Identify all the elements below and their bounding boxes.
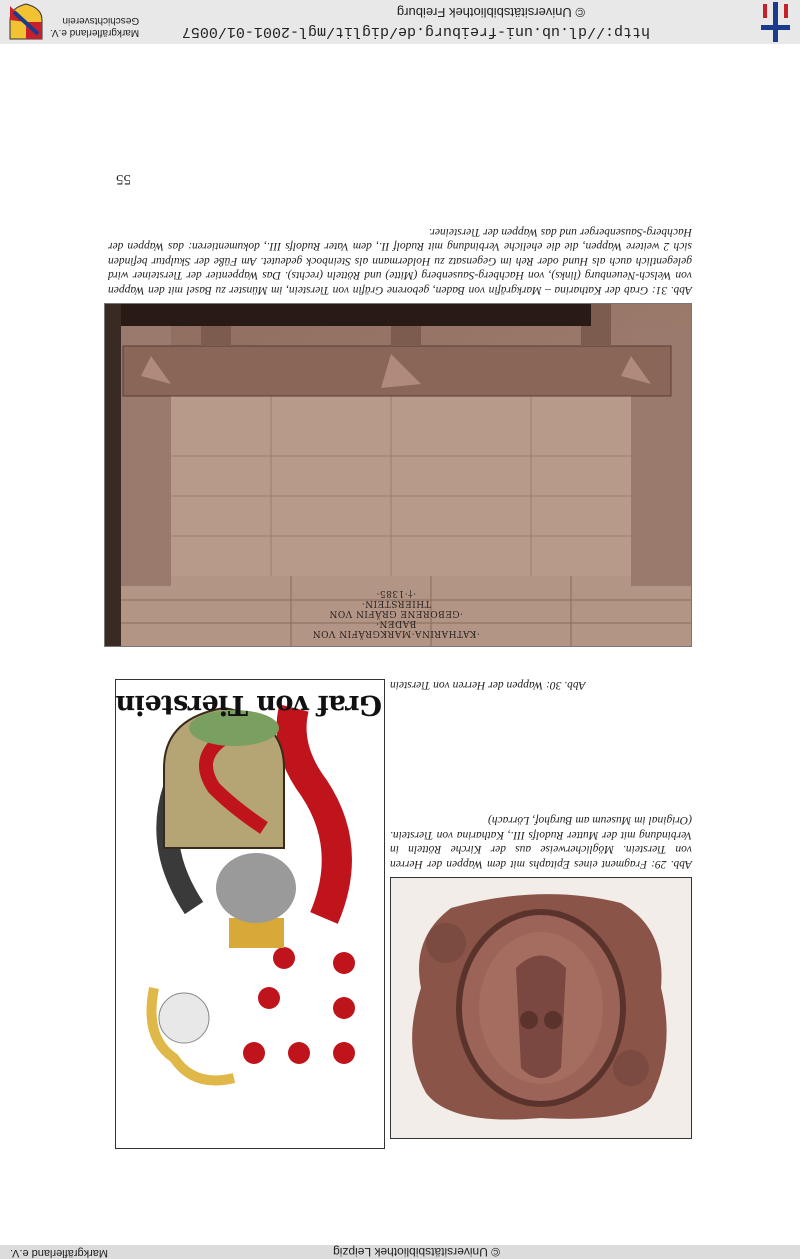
heraldry-title: Graf von Tierstein xyxy=(116,689,383,720)
epitaph-fragment-image xyxy=(390,877,691,1138)
society-line-1: Markgräflerland e.V. xyxy=(50,27,140,38)
header-copyright: © Universitätsbibliothek Leipzig xyxy=(333,1245,500,1259)
caption-abb-29: Abb. 29: Fragment eines Epitaphs mit dem Wappen der Herren von Tierstein. Möglicherweise aus der Kirche Rötteln in Verbindung mit der Mutter Rudolfs III., Katharina von Tierstein. (Original im Museum am Burghof, Lörrach) xyxy=(390,814,692,870)
tomb-inscription xyxy=(296,588,496,638)
tierstein-coat-of-arms xyxy=(115,679,385,1149)
tomb-photo xyxy=(104,303,692,647)
viewer-footer xyxy=(0,0,800,44)
heraldry-image xyxy=(115,679,384,1148)
header-society: Markgräflerland e.V. xyxy=(10,1247,109,1259)
inscription-line-2: ·GEBORENE GRÄFIN VON THIERSTEIN· xyxy=(328,598,464,618)
caption-abb-31: Abb. 31: Grab der Katharina – Markgräfin von Baden, geborene Gräfin von Tierstein, im Münster zu Basel mit den Wappen von Welsch-Neuenburg (links), von Hachberg-Sausenberg (Mitte) und Rötteln (rechts). Das Wappentier der Tiersteiner wird gelegentlich auch als Hund oder Reh im Gegensatz zu Holdermann als Steinbock gedeutet. Am Füße der Skulptur befinden sich 2 weitere Wappen, die die eheliche Verbindung mit Rudolf II., dem Vater Rudolfs III., dokumentieren: das Wappen der Hachberg-Sausenberger und das Wappen der Tiersteiner. xyxy=(108,226,692,296)
viewer-header-strip xyxy=(0,1245,800,1259)
epitaph-fragment-photo xyxy=(390,877,692,1139)
caption-abb-30: Abb. 30: Wappen der Herren von Tierstein xyxy=(390,679,586,691)
inscription-line-1: ·KATHARINA·MARKGRÄFIN VON BADEN· xyxy=(312,618,480,638)
society-name xyxy=(50,14,139,38)
copyright-text: © Universitätsbibliothek Freiburg xyxy=(396,5,585,20)
inscription-line-3: ·†·1385· xyxy=(376,588,416,598)
society-line-2: Geschichtsverein xyxy=(62,15,140,26)
coat-of-arms-icon xyxy=(6,2,46,42)
document-url[interactable]: http://dl.ub.uni-freiburg.de/diglit/mgl-2001-01/0057 xyxy=(181,23,650,40)
page-number: 55 xyxy=(116,171,131,187)
university-logo-icon xyxy=(750,0,800,44)
